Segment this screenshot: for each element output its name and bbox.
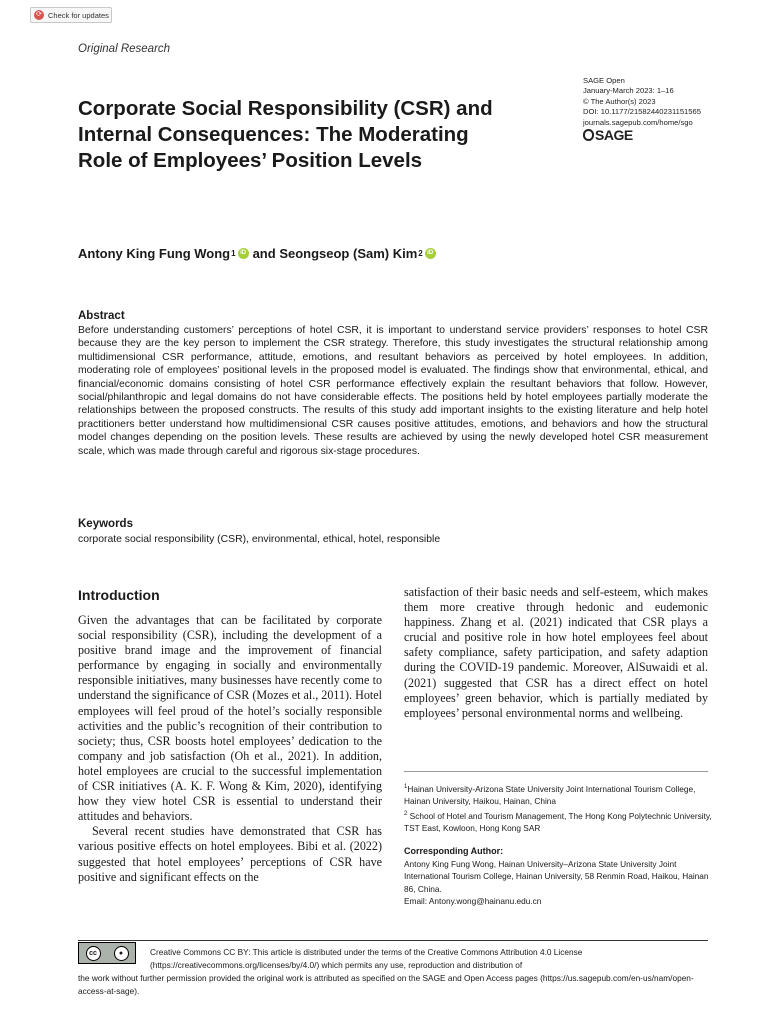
corresponding-author: [404, 845, 714, 908]
doi[interactable]: DOI: 10.1177/21582440231151565: [583, 107, 701, 117]
check-for-updates-button[interactable]: [30, 7, 112, 23]
body-column-right: [404, 585, 708, 721]
keywords-heading: Keywords: [78, 518, 133, 530]
license-text: Creative Commons CC BY: This article is distributed under the terms of the Creative Commons Attribution 4.0 License (https://creativecommons.org/licenses/by/4.0/) which permits any use, reproduction and distribution of: [150, 947, 583, 970]
article-title: Corporate Social Responsibility (CSR) and Internal Consequences: The Moderating Role of Employees’ Position Levels: [78, 97, 493, 173]
journal-url[interactable]: journals.sagepub.com/home/sgo: [583, 117, 693, 127]
cc-icon: cc: [86, 946, 101, 961]
section-label: Original Research: [78, 43, 171, 55]
sage-logo-text: SAGE: [595, 126, 633, 143]
affiliations: [404, 781, 714, 835]
keywords-text: corporate social responsibility (CSR), environmental, ethical, hotel, responsible: [78, 534, 441, 545]
affiliation: [404, 781, 714, 808]
paragraph: satisfaction of their basic needs and self-esteem, which makes them more creative through hedonic and eudemonic happiness. Zhang et al. (2021) indicated that CSR plays a crucial and positive role in how hotel employees feel about safety compliance, safety participation, and safety adaption during the COVID-19 pandemic. Moreover, AlSuwaidi et al. (2021) suggested that CSR has a direct effect on hotel employees’ green behavior, which is partially mediated by employees’ personal environmental norms and wellbeing.: [404, 585, 708, 720]
journal-issue: January-March 2023: 1–16: [583, 86, 674, 96]
license-text-continued: the work without further permission provided the original work is attributed as specified on the SAGE and Open Access pages (https://us.sagepub.com/en-us/nam/open-access-at-sage).: [78, 973, 694, 996]
author-line: [78, 246, 440, 261]
corresponding-author-address: Antony King Fung Wong, Hainan University–Arizona State University Joint International Tourism College, Hainan University, 58 Renmin Road, Haikou, Hainan 86, China.: [404, 858, 709, 894]
corresponding-author-label: Corresponding Author:: [404, 846, 504, 856]
copyright: © The Author(s) 2023: [583, 96, 656, 106]
orcid-icon[interactable]: iD: [238, 248, 249, 259]
affiliation-marker: 1: [404, 784, 408, 790]
affiliation-text: School of Hotel and Tourism Management, The Hong Kong Polytechnic University, TST East, Kowloon, Hong Kong SAR: [404, 810, 712, 834]
author-name: Seongseop (Sam) Kim: [279, 246, 418, 261]
refresh-icon: ⟳: [34, 10, 44, 20]
author-name: Antony King Fung Wong: [78, 246, 231, 261]
check-for-updates-label: Check for updates: [48, 10, 109, 20]
abstract-text: Before understanding customers’ perceptions of hotel CSR, it is important to understand service providers’ responses to hotel CSR because they are the key person to implement the CSR strategy. Therefore, this study investigates the structural relationship among multidimensional CSR performance, attitude, emotions, and resultant behaviors as perceived by hotel employees. In addition, moderating role of employees’ positional levels in the proposed model is evaluated. The findings show that environmental, ethical, and financial/economic domains consisting of hotel CSR performance effectively explain the resultant behaviors that follow. However, social/philanthropic and legal domains do not have considerable effects. The positions held by hotel employees partially moderate the relationships between the proposed constructs. The results of this study add important insights to the existing literature and help hotel practitioners better understand how multidimensional CSR causes positive attitudes, emotions, and behaviors and how the structural model changes depending on the position levels. These results are achieved by using the newly developed hotel CSR measurement scale, which was made through careful and rigorous six-stage procedures.: [78, 325, 708, 457]
creative-commons-badge[interactable]: [78, 942, 136, 964]
paragraph: Given the advantages that can be facilitated by corporate social responsibility (CSR), including the development of a positive brand image and the improvement of financial performance by engaging in socially and environmentally responsible initiatives, many businesses have recently come to understand the significance of CSR (Mozes et al., 2011). Hotel employees will feel proud of the hotel’s socially responsible activities and the public’s recognition of their contribution to society; thus, CSR boosts hotel employees’ dedication to the company and job satisfaction (Oh et al., 2021). In addition, hotel employees are crucial to the successful implementation of CSR initiatives (A. K. F. Wong & Kim, 2020), identifying how they view hotel CSR is essential to understand their attitudes and behaviors.: [78, 613, 382, 824]
sage-logo-mark-icon: [583, 129, 594, 141]
body-column-left: [78, 613, 382, 885]
affiliation-marker: 2: [404, 810, 408, 817]
affiliation-marker: 2: [418, 249, 423, 258]
affiliation-marker: 1: [231, 249, 236, 258]
sage-logo: [583, 126, 763, 143]
affiliation-text: Hainan University-Arizona State University Joint International Tourism College, Hainan University, Haikou, Hainan, China: [404, 783, 696, 807]
footnote-divider: [404, 771, 708, 772]
author-connector: and: [252, 246, 276, 261]
introduction-heading: Introduction: [78, 587, 160, 603]
affiliation: [404, 808, 714, 835]
orcid-icon[interactable]: iD: [425, 248, 436, 259]
journal-name: SAGE Open: [583, 76, 625, 85]
paragraph: Several recent studies have demonstrated that CSR has various positive effects on hotel employees. Bibi et al. (2022) suggested that hotel employees’ perceptions of CSR have positive and significant effects on the: [78, 824, 382, 884]
abstract-heading: Abstract: [78, 310, 125, 322]
by-icon: ●: [114, 946, 129, 961]
footer-divider: [78, 940, 708, 941]
journal-meta: [583, 76, 763, 141]
corresponding-author-email[interactable]: Email: Antony.wong@hainanu.edu.cn: [404, 896, 542, 907]
